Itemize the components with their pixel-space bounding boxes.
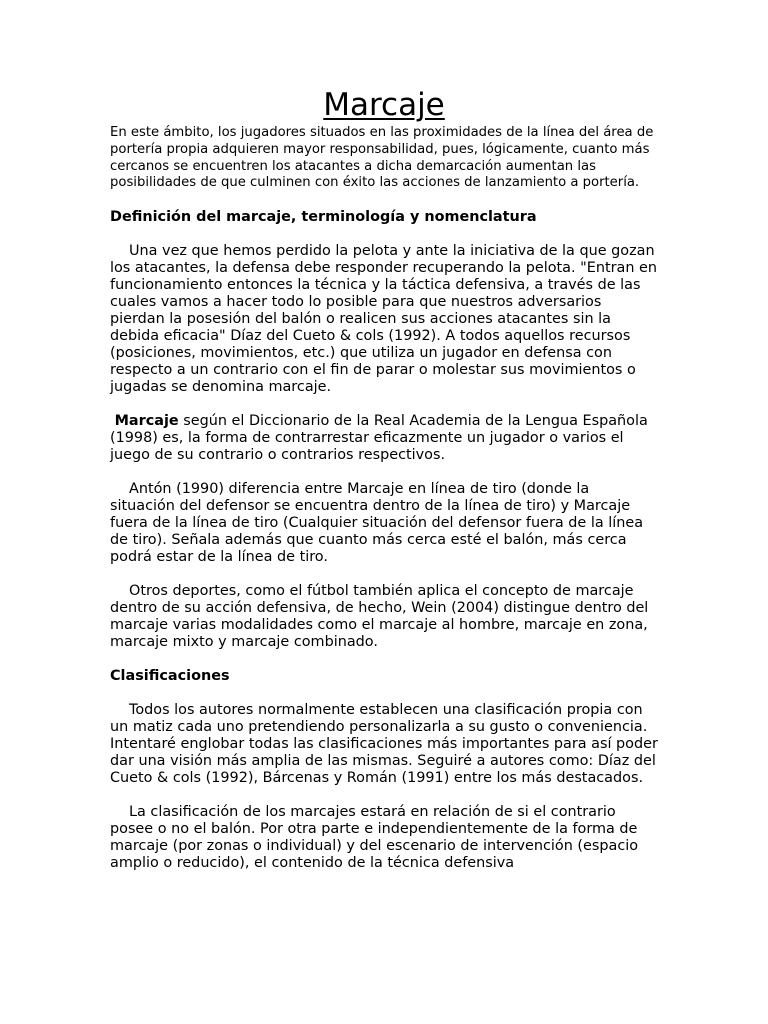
section-heading-definition: Definición del marcaje, terminología y nomenclatura [110, 209, 537, 226]
paragraph-definition-2-text: según el Diccionario de la Real Academia de la Lengua Española (1998) es, la forma de contrarrestar eficazmente un jugador o varios el juego de su contrario o contrarios respectivos. [110, 413, 648, 464]
paragraph-definition-2 [110, 413, 658, 464]
intro-paragraph: En este ámbito, los jugadores situados en las proximidades de la línea del área de portería propia adquieren mayor responsabilidad, pues, lógicamente, cuanto más cercanos se encuentren los atacantes a dicha demarcación aumentan las posibilidades de que culminen con éxito las acciones de lanzamiento a portería. [110, 125, 654, 191]
paragraph-clasificaciones-2: La clasificación de los marcajes estará en relación de si el contrario posee o no el balón. Por otra parte e independientemente de la forma de marcaje (por zonas o individual) y del escenario de intervención (espacio amplio o reducido), el contenido de la técnica defensiva [110, 804, 639, 872]
document-page [110, 86, 658, 872]
section-heading-clasificaciones: Clasificaciones [110, 668, 230, 685]
paragraph-definition-4: Otros deportes, como el fútbol también aplica el concepto de marcaje dentro de su acción defensiva, de hecho, Wein (2004) distingue dentro del marcaje varias modalidades como el marcaje al hombre, marcaje en zona, marcaje mixto y marcaje combinado. [110, 583, 649, 651]
paragraph-definition-1: Una vez que hemos perdido la pelota y ante la iniciativa de la que gozan los atacantes, la defensa debe responder recuperando la pelota. "Entran en funcionamiento entonces la técnica y la táctica defensiva, a través de las cuales vamos a hacer todo lo posible para que nuestros adversarios pierdan la posesión del balón o realicen sus acciones atacantes sin la debida eficacia" Díaz del Cueto & cols (1992). A todos aquellos recursos (posiciones, movimientos, etc.) que utiliza un jugador en defensa con respecto a un contrario con el fin de parar o molestar sus movimientos o jugadas se denomina marcaje. [110, 243, 658, 396]
paragraph-clasificaciones-1: Todos los autores normalmente establecen una clasificación propia con un matiz cada uno pretendiendo personalizarla a su gusto o conveniencia. Intentaré englobar todas las clasificaciones más importantes para así poder dar una visión más amplia de las mismas. Seguiré a autores como: Díaz del Cueto & cols (1992), Bárcenas y Román (1991) entre los más destacados. [110, 702, 658, 787]
paragraph-definition-3: Antón (1990) diferencia entre Marcaje en línea de tiro (donde la situación del defensor se encuentra dentro de la línea de tiro) y Marcaje fuera de la línea de tiro (Cualquier situación del defensor fuera de la línea de tiro). Señala además que cuanto más cerca esté el balón, más cerca podrá estar de la línea de tiro. [110, 481, 644, 566]
term-marcaje: Marcaje [114, 413, 179, 430]
document-title: Marcaje [323, 87, 445, 123]
